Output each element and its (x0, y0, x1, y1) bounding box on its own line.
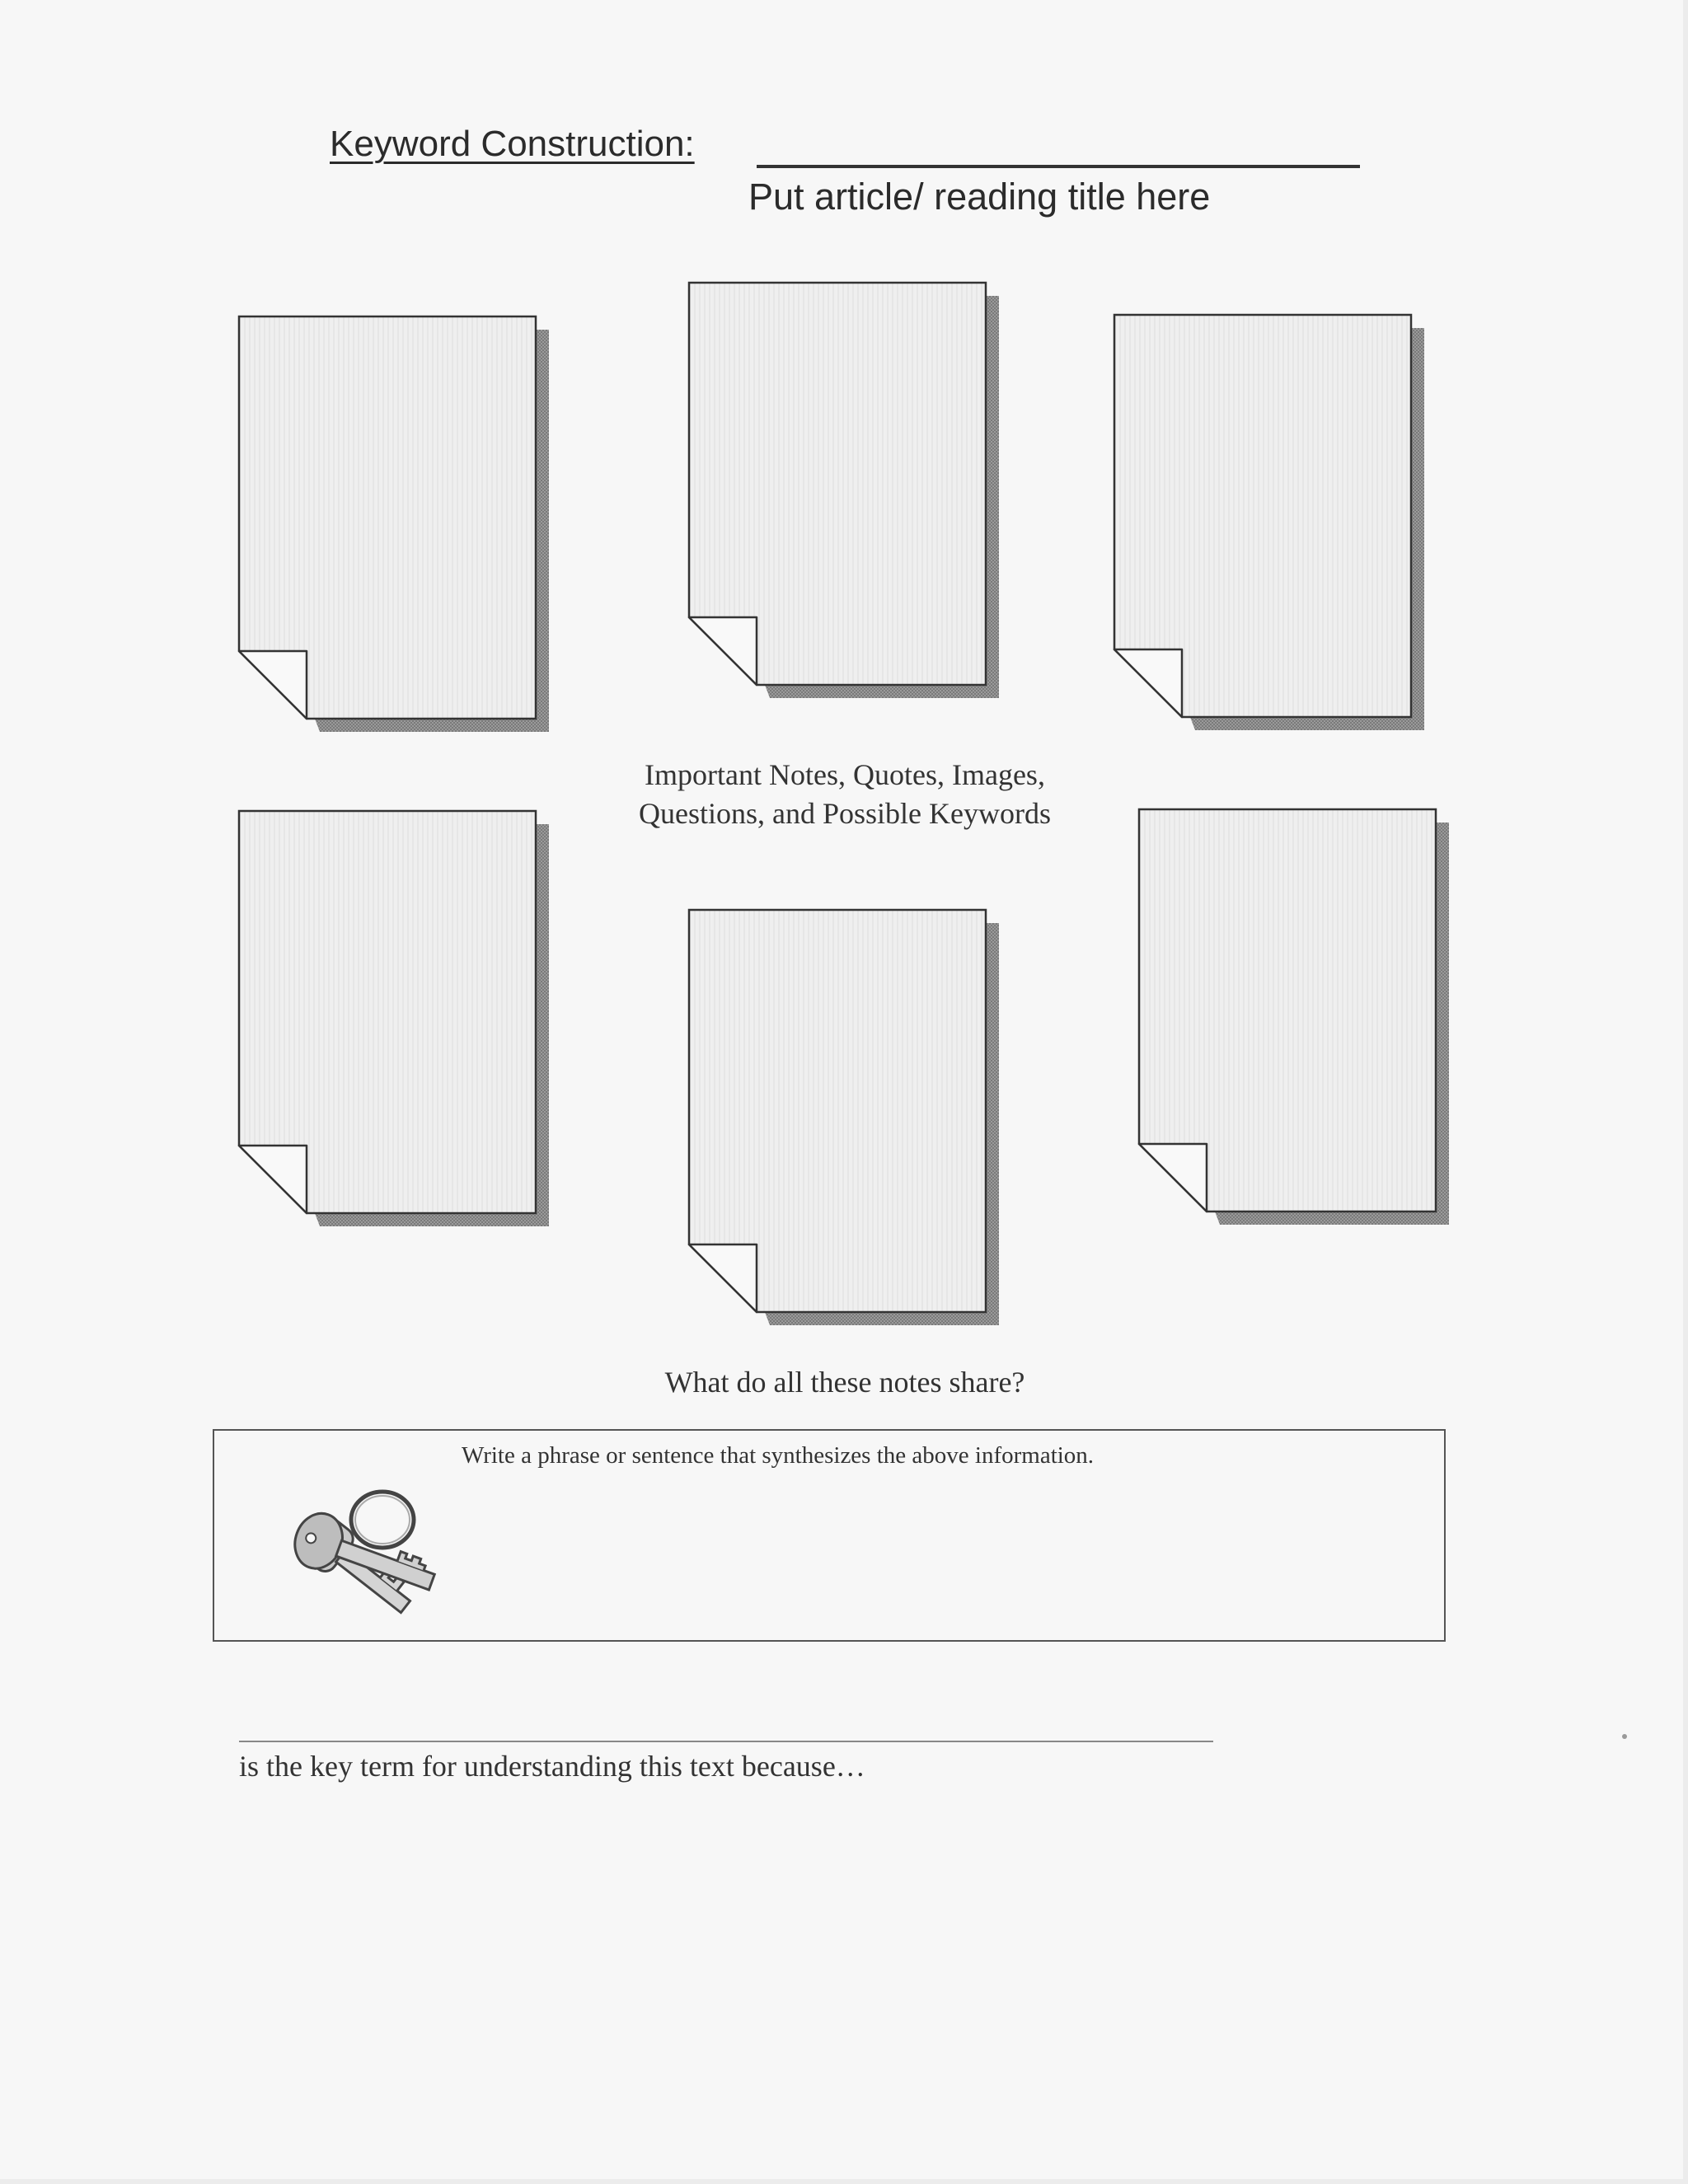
note-card-6[interactable] (1139, 809, 1456, 1228)
note-card-shape (689, 283, 1006, 701)
note-card-2[interactable] (689, 283, 1006, 701)
note-card-3[interactable] (1114, 315, 1431, 733)
note-card-shape (1139, 809, 1456, 1228)
note-card-shape (689, 910, 1006, 1329)
key-term-prompt: is the key term for understanding this text because… (239, 1750, 865, 1783)
scan-speck (1622, 1734, 1627, 1739)
key-term-answer-line[interactable] (239, 1741, 1213, 1742)
synthesis-box[interactable] (213, 1429, 1446, 1642)
keys-icon (241, 1480, 438, 1637)
title-answer-line[interactable] (757, 165, 1360, 168)
title-hint: Put article/ reading title here (748, 176, 1211, 218)
note-card-shape (239, 811, 556, 1230)
note-card-shape (1114, 315, 1431, 733)
notes-caption-line-2: Questions, and Possible Keywords (639, 797, 1051, 830)
note-card-4[interactable] (239, 811, 556, 1230)
note-folded-corner (239, 651, 307, 719)
note-folded-corner (1114, 649, 1182, 717)
note-folded-corner (239, 1146, 307, 1213)
notes-caption (577, 756, 1113, 833)
share-question: What do all these notes share? (664, 1366, 1025, 1399)
note-folded-corner (689, 1244, 757, 1312)
note-card-1[interactable] (239, 316, 556, 735)
worksheet-heading: Keyword Construction: (330, 124, 695, 164)
note-card-5[interactable] (689, 910, 1006, 1329)
notes-caption-line-1: Important Notes, Quotes, Images, (645, 758, 1045, 791)
note-card-shape (239, 316, 556, 735)
synthesis-prompt: Write a phrase or sentence that synthesizes the above information. (462, 1442, 1095, 1469)
note-folded-corner (1139, 1144, 1207, 1212)
note-folded-corner (689, 617, 757, 685)
